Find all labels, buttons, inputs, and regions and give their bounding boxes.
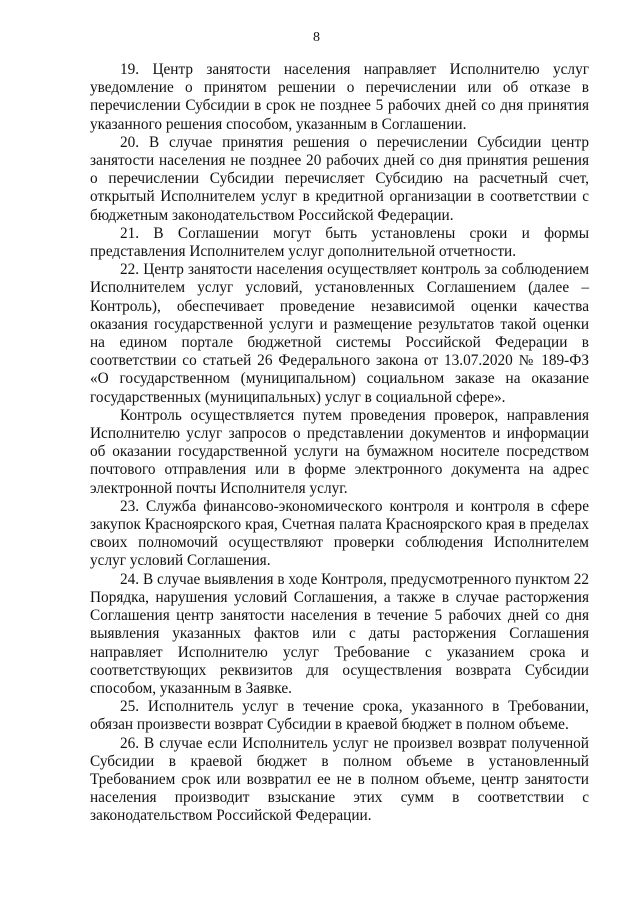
document-body (90, 61, 589, 826)
paragraph-22-control: Контроль осуществляется путем проведения проверок, направления Исполнителю услуг запросов о представлении документов и информации об оказании государственной услуги на бумажном носителе посредством почтового отправления или в форме электронного документа на адрес электронной почты Исполнителя услуг. (90, 406, 589, 497)
paragraph-21: 21. В Соглашении могут быть установлены сроки и формы представления Исполнителем услуг дополнительной отчетности. (90, 224, 589, 261)
paragraph-22: 22. Центр занятости населения осуществляет контроль за соблюдением Исполнителем услуг условий, установленных Соглашением (далее – Контроль), обеспечивает проведение независимой оценки качества оказания государственной услуги и размещение результатов такой оценки на едином портале бюджетной системы Российской Федерации в соответствии со статьей 26 Федерального закона от 13.07.2020 № 189-ФЗ «О государственном (муниципальном) социальном заказе на оказание государственных (муниципальных) услуг в социальной сфере». (90, 261, 589, 406)
paragraph-26: 26. В случае если Исполнитель услуг не произвел возврат полученной Субсидии в краевой бюджет в полном объеме в установленный Требованием срок или возвратил ее не в полном объеме, центр занятости населения производит взыскание этих сумм в соответствии с законодательством Российской Федерации. (90, 734, 589, 825)
paragraph-19: 19. Центр занятости населения направляет Исполнителю услуг уведомление о принятом решении о перечислении или об отказе в перечислении Субсидии в срок не позднее 5 рабочих дней со дня принятия указанного решения способом, указанным в Соглашении. (90, 61, 589, 133)
paragraph-24: 24. В случае выявления в ходе Контроля, предусмотренного пунктом 22 Порядка, нарушения условий Соглашения, а также в случае расторжения Соглашения центр занятости населения в течение 5 рабочих дней со дня выявления указанных фактов или с даты расторжения Соглашения направляет Исполнителю услуг Требование с указанием срока и соответствующих реквизитов для осуществления возврата Субсидии способом, указанным в Заявке. (90, 570, 589, 697)
page-number: 8 (313, 30, 320, 45)
paragraph-25: 25. Исполнитель услуг в течение срока, указанного в Требовании, обязан произвести возврат Субсидии в краевой бюджет в полном объеме. (90, 698, 589, 734)
paragraph-23: 23. Служба финансово-экономического контроля и контроля в сфере закупок Красноярского края, Счетная палата Красноярского края в пределах своих полномочий осуществляют проверки соблюдения Исполнителем услуг условий Соглашения. (90, 497, 589, 570)
paragraph-20: 20. В случае принятия решения о перечислении Субсидии центр занятости населения не позднее 20 рабочих дней со дня принятия решения о перечислении Субсидии перечисляет Субсидию на расчетный счет, открытый Исполнителем услуг в кредитной организации в соответствии с бюджетным законодательством Российской Федерации. (90, 133, 589, 224)
